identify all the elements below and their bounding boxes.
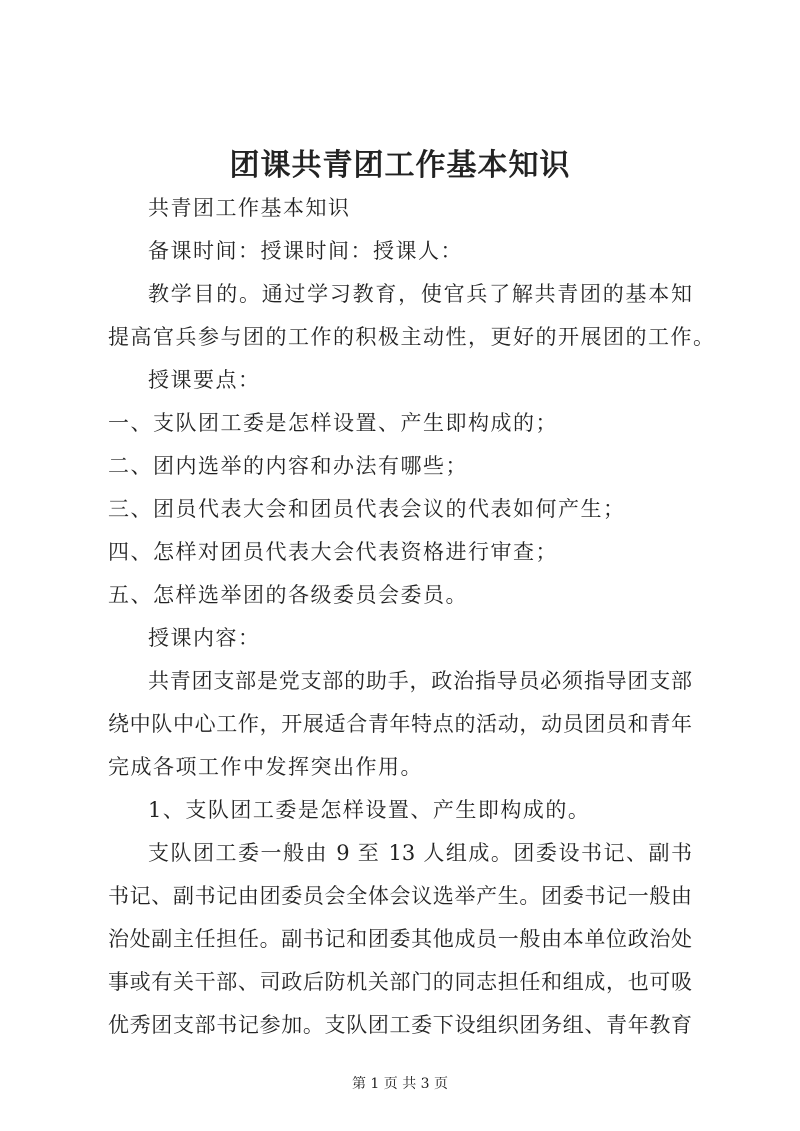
document-title: 团课共青团工作基本知识 <box>229 148 571 183</box>
text-line: 支队团工委一般由 9 至 13 人组成。团委设书记、副书 <box>148 841 692 865</box>
section-heading: 1、支队团工委是怎样设置、产生即构成的。 <box>148 798 591 822</box>
list-item: 五、怎样选举团的各级委员会委员。 <box>108 583 468 607</box>
list-item: 四、怎样对团员代表大会代表资格进行审查； <box>108 540 558 564</box>
text-line: 备课时间：授课时间：授课人： <box>148 239 463 263</box>
text-line: 授课要点： <box>148 368 261 392</box>
text-line: 绕中队中心工作，开展适合青年特点的活动，动员团员和青年 <box>108 712 692 736</box>
text-line: 优秀团支部书记参加。支队团工委下设组织团务组、青年教育 <box>108 1013 692 1037</box>
text-line: 治处副主任担任。副书记和团委其他成员一般由本单位政治处 <box>108 927 692 951</box>
text-line: 教学目的。通过学习教育，使官兵了解共青团的基本知 <box>148 282 692 306</box>
text-line: 完成各项工作中发挥突出作用。 <box>108 755 423 779</box>
page-number: 第 1 页 共 3 页 <box>351 1076 449 1092</box>
list-item: 二、团内选举的内容和办法有哪些； <box>108 454 468 478</box>
text-line: 授课内容： <box>148 626 261 650</box>
text-line: 事或有关干部、司政后防机关部门的同志担任和组成，也可吸 <box>108 970 692 994</box>
document-body <box>108 187 716 1047</box>
text-line: 共青团支部是党支部的助手，政治指导员必须指导团支部 <box>148 669 692 693</box>
list-item: 三、团员代表大会和团员代表会议的代表如何产生； <box>108 497 626 521</box>
text-line: 提高官兵参与团的工作的积极主动性，更好的开展团的工作。 <box>108 325 716 349</box>
list-item: 一、支队团工委是怎样设置、产生即构成的； <box>108 411 558 435</box>
text-line: 共青团工作基本知识 <box>148 196 351 220</box>
text-line: 书记、副书记由团委员会全体会议选举产生。团委书记一般由 <box>108 884 692 908</box>
